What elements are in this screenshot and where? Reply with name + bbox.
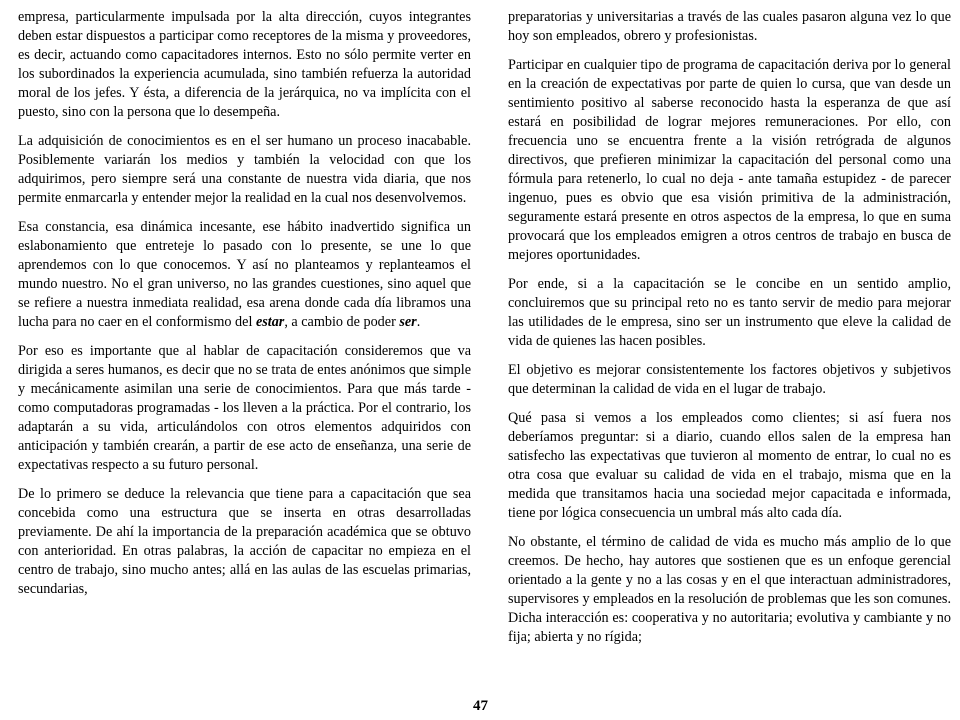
- right-column: [508, 8, 951, 657]
- page-number: 47: [473, 698, 488, 714]
- emphasis-estar: estar: [255, 314, 285, 330]
- paragraph-left-3-end: .: [416, 314, 421, 330]
- paragraph-left-4: Por eso es importante que al hablar de capacitación consideremos que va dirigida a seres humanos, es decir que no se trata de entes anónimos que simple y mecánicamente asimilan una serie de conocimientos. Para que más tarde - como computadoras programadas - los lleven a la práctica. Por el contrario, los adaptarán a su vida, articulándolos con otros elementos adquiridos con anticipación y también crearán, a partir de ese acto de enseñanza, una serie de expectativas respecto a su futuro personal.: [18, 343, 471, 473]
- paragraph-right-2: Participar en cualquier tipo de programa de capacitación deriva por lo general en la creación de expectativas por parte de quien lo cursa, que van desde un sentimiento positivo al saberse reconocido hasta la esperanza de que así estará en posibilidad de lograr mejores remuneraciones. Por ello, con frecuencia uno se encuentra frente a la visión retrógrada de algunos directivos, que prefieren minimizar la capacitación del personal como una fórmula para retenerlo, lo cual no deja - ante tamaña estupidez - de parecer ingenuo, pues es obvio que esa visión primitiva de la administración, seguramente estará presente en otros aspectos de la empresa, lo que en suma provocará que los empleados emigren a otros centros de trabajo en busca de mejores oportunidades.: [508, 57, 951, 263]
- paragraph-right-1: preparatorias y universitarias a través de las cuales pasaron alguna vez lo que hoy son empleados, obrero y profesionistas.: [508, 9, 951, 44]
- paragraph-left-2: La adquisición de conocimientos es en el ser humano un proceso inacabable. Posiblemente variarán los medios y también la velocidad con que los adquirimos, pero siempre será una constante de nuestra vida diaria, que nos permite enmarcarla y entender mejor la realidad en la cual nos desenvolvemos.: [18, 133, 471, 206]
- emphasis-ser: ser: [399, 314, 417, 330]
- paragraph-left-3-text: Esa constancia, esa dinámica incesante, ese hábito inadvertido significa un eslabonamiento que entreteje lo pasado con lo presente, se une lo que aprendemos con lo que conocemos. Y así no planteamos y replanteamos el mundo nuestro. No el gran universo, no las grandes cuestiones, sino aquel que se refiere a nuestra inmediata realidad, esa arena donde cada día libramos una lucha para no caer en el conformismo del: [18, 219, 471, 330]
- paragraph-right-5: Qué pasa si vemos a los empleados como clientes; si así fuera nos deberíamos preguntar: si a diario, cuando ellos salen de la empresa han satisfecho las expectativas que tuvieron al momento de entrar, lo cual no es otra cosa que evaluar su calidad de vida en el trabajo, misma que en la medida que transitamos hacia una sociedad mejor capacitada e informada, tiene por lógica consecuencia un umbral más alto cada día.: [508, 410, 951, 521]
- paragraph-right-3: Por ende, si a la capacitación se le concibe en un sentido amplio, concluiremos que su principal reto no es tanto servir de medio para mejorar las utilidades de le empresa, sino ser un instrumento que eleve la calidad de vida de quienes las hacen posibles.: [508, 276, 951, 349]
- left-column: [18, 8, 471, 609]
- paragraph-left-3: [18, 218, 471, 332]
- paragraph-left-3-mid: , a cambio de poder: [284, 314, 400, 330]
- paragraph-left-5: De lo primero se deduce la relevancia que tiene para a capacitación que sea concebida como una estructura que se inserta en otras desarrolladas previamente. De ahí la importancia de la preparación académica que se obtuvo con anterioridad. En otras palabras, la acción de capacitar no empieza en el centro de trabajo, sino mucho antes; allá en las aulas de las escuelas primarias, secundarias,: [18, 486, 471, 597]
- paragraph-right-4: El objetivo es mejorar consistentemente los factores objetivos y subjetivos que determinan la calidad de vida en el lugar de trabajo.: [508, 362, 951, 397]
- paragraph-left-1: empresa, particularmente impulsada por la alta dirección, cuyos integrantes deben estar dispuestos a participar como receptores de la misma y proveedores, es decir, actuando como capacitadores internos. Esto no sólo permite verter en los subordinados la experiencia acumulada, sino también refuerza la autoridad moral de los jefes. Y ésta, a diferencia de la jerárquica, no va implícita con el puesto, sino con la persona que lo desempeña.: [18, 9, 471, 120]
- paragraph-right-6: No obstante, el término de calidad de vida es mucho más amplio de lo que creemos. De hecho, hay autores que sostienen que es un enfoque gerencial orientado a la gente y no a las cosas y en el que interactuan administradores, supervisores y empleados en la resolución de problemas que les son comunes. Dicha interacción es: cooperativa y no autoritaria; evolutiva y cambiante y no fija; abierta y no rígida;: [508, 534, 951, 645]
